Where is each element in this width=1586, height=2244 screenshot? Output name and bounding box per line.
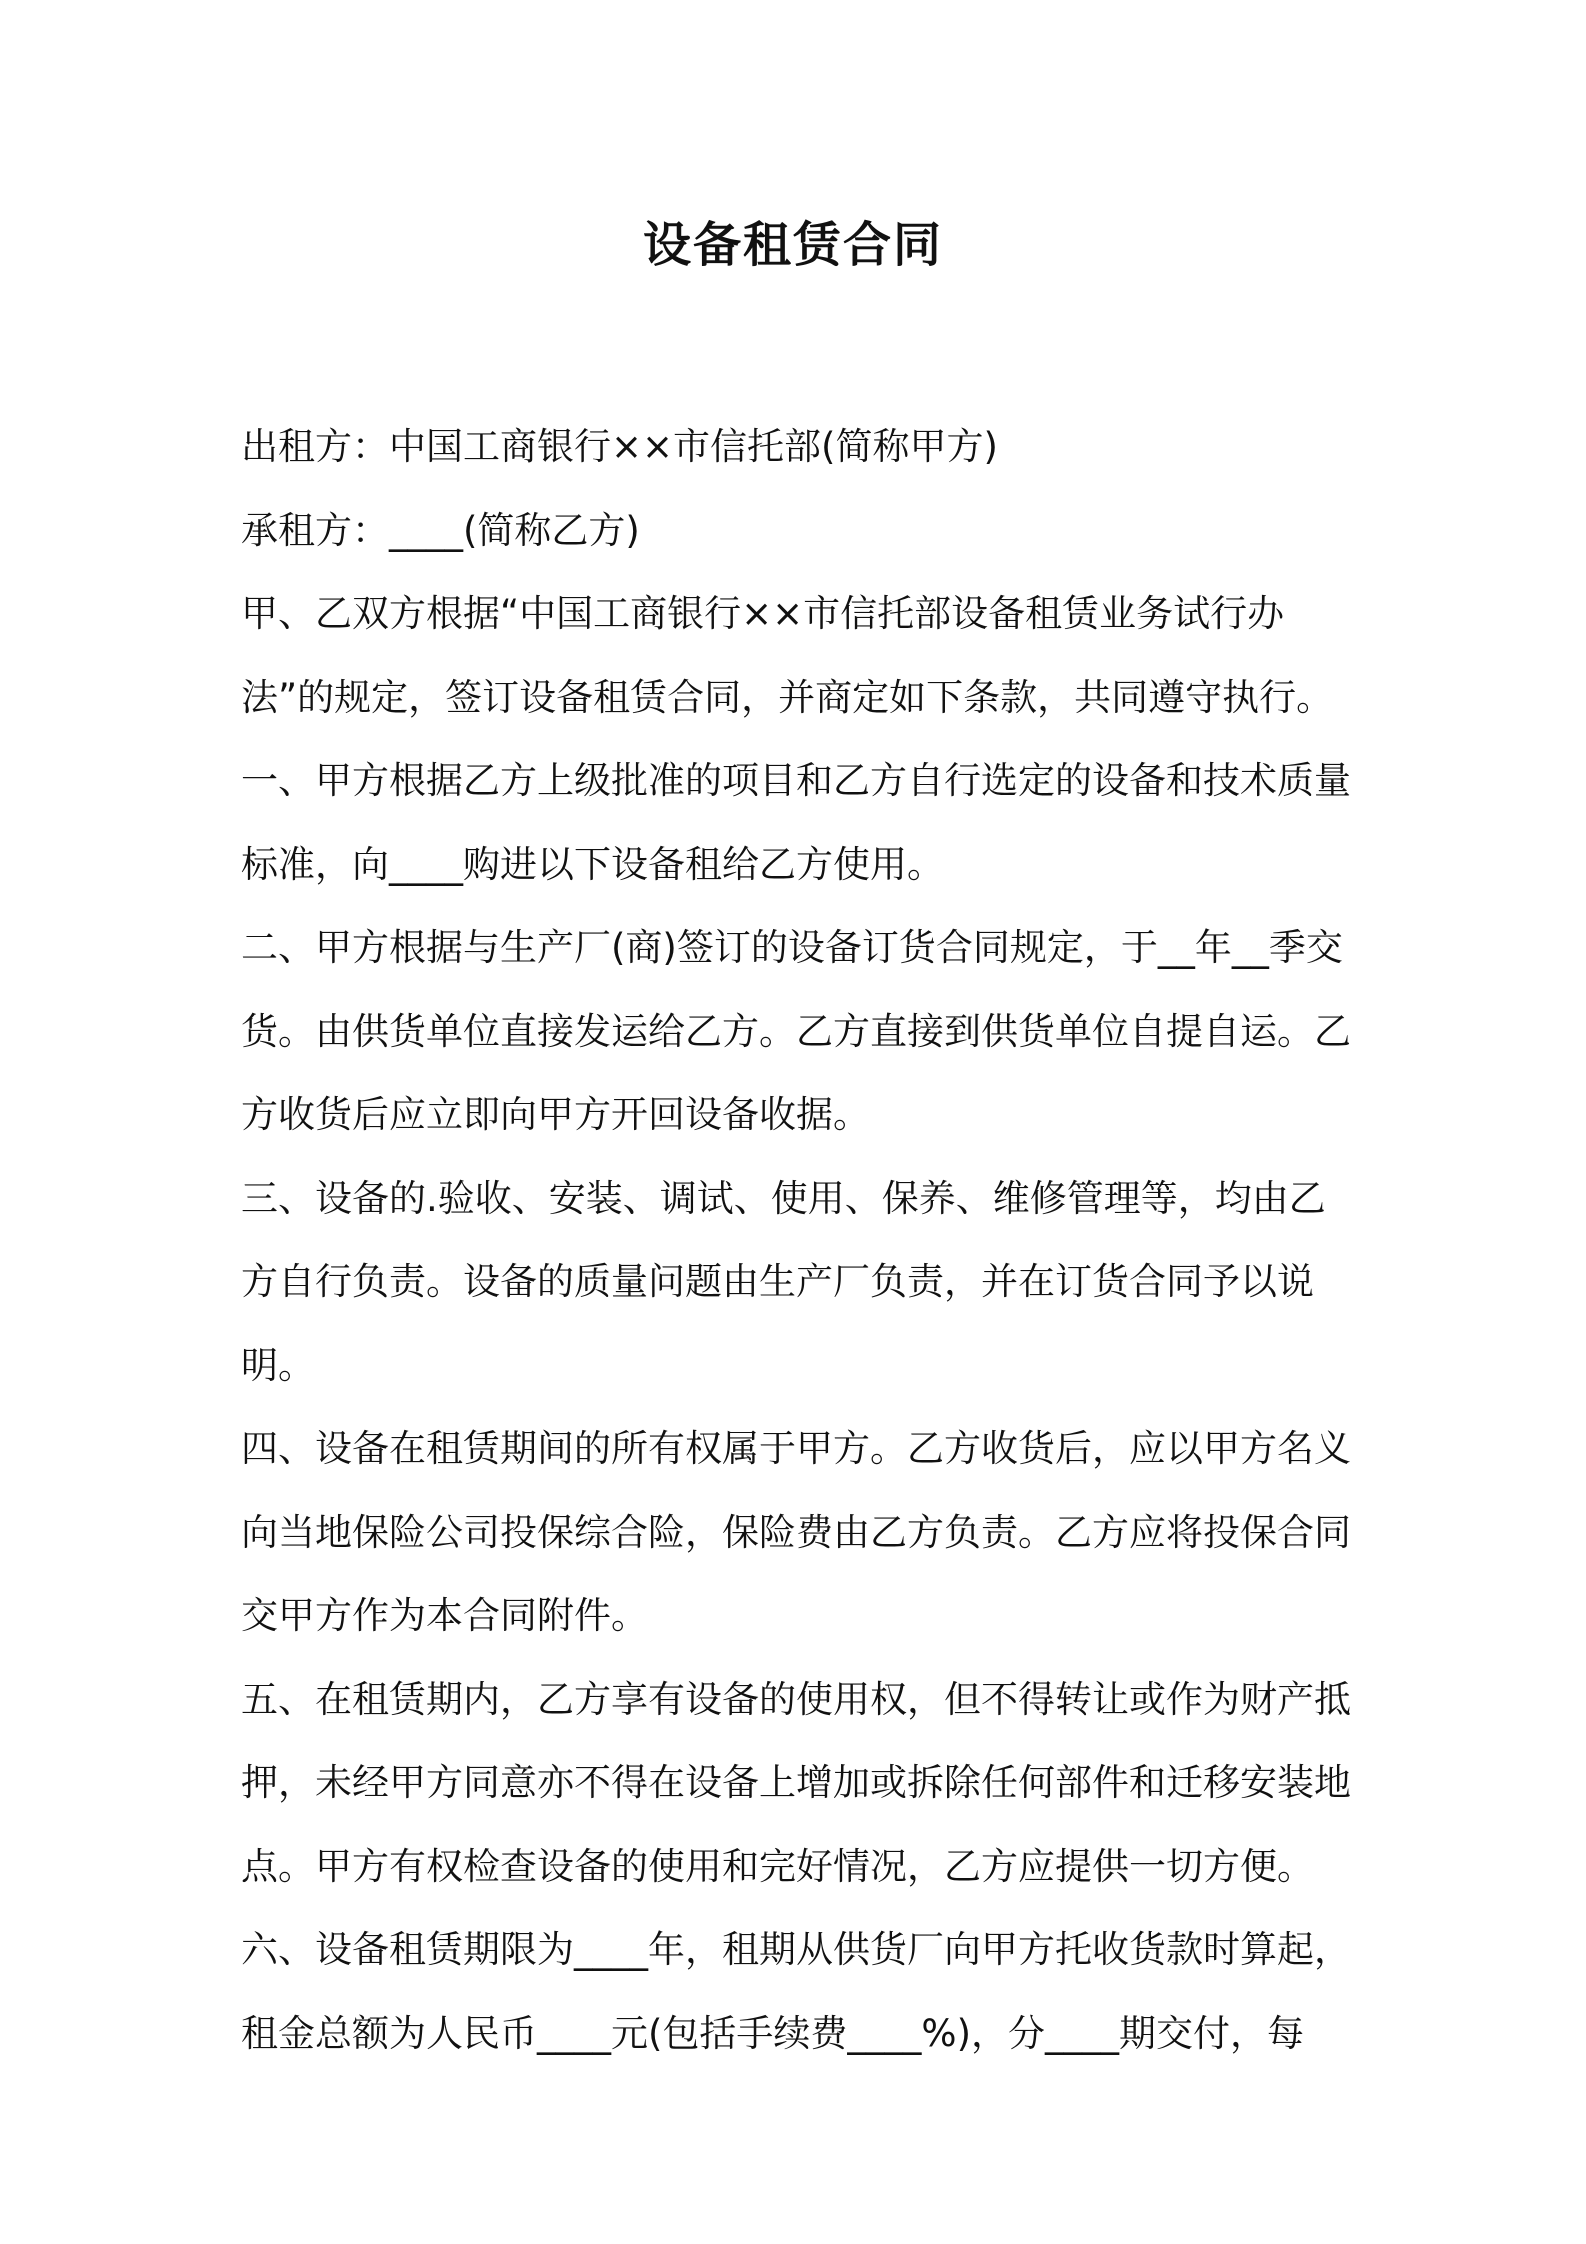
lessor-line: 出租方：中国工商银行××市信托部(简称甲方) [241, 425, 998, 468]
clause-3-paragraph: 三、设备的.验收、安装、调试、使用、保养、维修管理等，均由乙方自行负责。设备的质量问题由生产厂负责，并在订货合同予以说明。 [241, 1176, 1326, 1387]
clause-6-paragraph: 六、设备租赁期限为____年，租期从供货厂向甲方托收货款时算起，租金总额为人民币____元(包括手续费____%)，分____期交付，每 [241, 1928, 1351, 2055]
document-title: 设备租赁合同 [642, 217, 943, 273]
clause-4-paragraph: 四、设备在租赁期间的所有权属于甲方。乙方收货后，应以甲方名义向当地保险公司投保综合险，保险费由乙方负责。乙方应将投保合同交甲方作为本合同附件。 [241, 1427, 1351, 1637]
clause-1-paragraph: 一、甲方根据乙方上级批准的项目和乙方自行选定的设备和技术质量标准，向____购进以下设备租给乙方使用。 [241, 759, 1351, 886]
clause-5-paragraph: 五、在租赁期内，乙方享有设备的使用权，但不得转让或作为财产抵押，未经甲方同意亦不得在设备上增加或拆除任何部件和迁移安装地点。甲方有权检查设备的使用和完好情况，乙方应提供一切方便。 [241, 1677, 1351, 1888]
clause-2-paragraph: 二、甲方根据与生产厂(商)签订的设备订货合同规定，于__年__季交货。由供货单位直接发运给乙方。乙方直接到供货单位自提自运。乙方收货后应立即向甲方开回设备收据。 [241, 926, 1351, 1136]
lessee-line: 承租方：____(简称乙方) [241, 508, 640, 552]
preamble-paragraph: 甲、乙双方根据“中国工商银行××市信托部设备租赁业务试行办法”的规定，签订设备租赁合同，并商定如下条款，共同遵守执行。 [241, 592, 1334, 719]
document-body [241, 405, 1361, 2075]
